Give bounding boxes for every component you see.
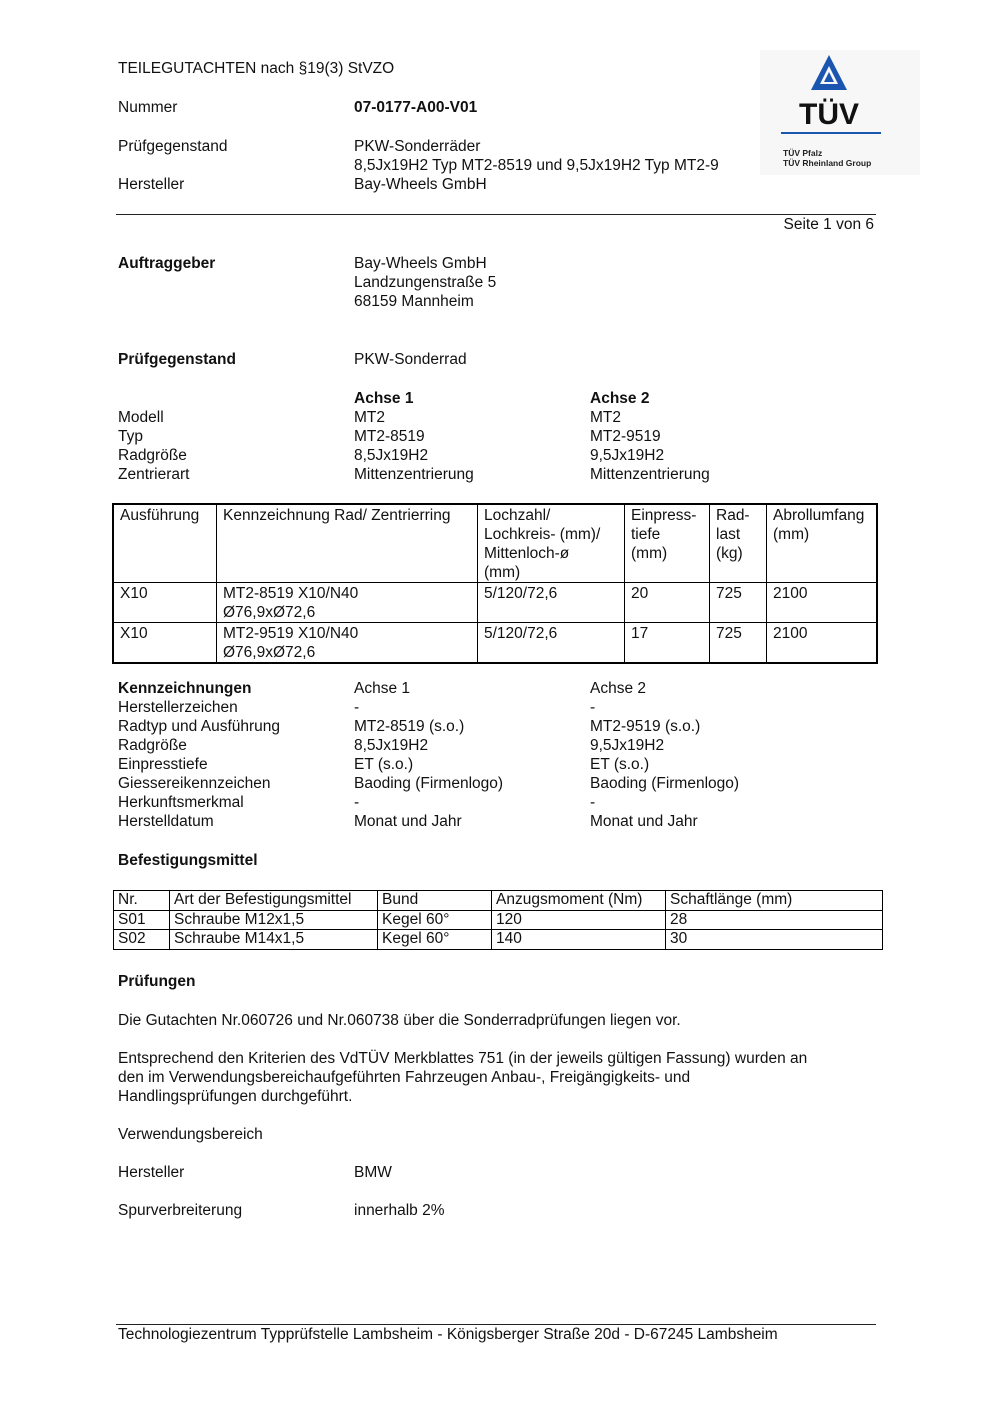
pruefungen-paragraph-2-line1: Entsprechend den Kriterien des VdTÜV Merkblattes 751 (in der jeweils gültigen Fassung) wurden an <box>118 1050 808 1067</box>
kennz-achse2: - <box>590 794 596 811</box>
header-cell: Ausführung <box>113 504 217 583</box>
kennz-achse2: - <box>590 699 596 716</box>
table-cell: 2100 <box>767 583 878 623</box>
kennz-achse1: - <box>354 699 360 716</box>
header-cell: Art der Befestigungsmittel <box>170 891 378 911</box>
table-cell: MT2-8519 X10/N40 Ø76,9xØ72,6 <box>217 583 478 623</box>
table-cell: 28 <box>666 910 883 930</box>
header-cell: Abrollumfang (mm) <box>767 504 878 583</box>
kennz-label: Radtyp und Ausführung <box>118 718 281 735</box>
auftraggeber-line2: Landzungenstraße 5 <box>354 274 497 291</box>
table-cell: 2100 <box>767 623 878 664</box>
kennz-achse2: 9,5Jx19H2 <box>590 737 665 754</box>
header-cell: Bund <box>378 891 492 911</box>
pruefungen-label: Prüfungen <box>118 973 196 990</box>
table-row <box>114 930 883 950</box>
spec-label: Typ <box>118 428 143 445</box>
pruefgegenstand-section-label: Prüfgegenstand <box>118 351 236 368</box>
table-cell: 140 <box>492 930 666 950</box>
achse2-heading: Achse 2 <box>590 390 650 407</box>
header-cell: Rad- last (kg) <box>710 504 767 583</box>
achse1-heading: Achse 1 <box>354 390 414 407</box>
nummer-label: Nummer <box>118 99 178 116</box>
table-cell: 5/120/72,6 <box>478 583 625 623</box>
header-cell: Schaftlänge (mm) <box>666 891 883 911</box>
kennz-achse2: Monat und Jahr <box>590 813 698 830</box>
verwendung-hersteller-label: Hersteller <box>118 1164 185 1181</box>
spec-label: Zentrierart <box>118 466 190 483</box>
table-row <box>114 910 883 930</box>
kennz-label: Herstellerzeichen <box>118 699 238 716</box>
header-divider <box>116 214 876 215</box>
spec-achse1: MT2-8519 <box>354 428 425 445</box>
kennz-achse1-heading: Achse 1 <box>354 680 411 697</box>
spec-achse2: MT2-9519 <box>590 428 661 445</box>
page-number: Seite 1 von 6 <box>783 216 874 233</box>
header-cell: Nr. <box>114 891 170 911</box>
kennz-label: Giessereikennzeichen <box>118 775 271 792</box>
table-cell: 120 <box>492 910 666 930</box>
hersteller-value: Bay-Wheels GmbH <box>354 176 487 193</box>
nummer-value: 07-0177-A00-V01 <box>354 99 478 116</box>
spec-achse1: 8,5Jx19H2 <box>354 447 429 464</box>
kennz-achse2: ET (s.o.) <box>590 756 650 773</box>
kennz-achse2: Baoding (Firmenlogo) <box>590 775 740 792</box>
kennz-achse2-heading: Achse 2 <box>590 680 647 697</box>
spec-achse1: MT2 <box>354 409 385 426</box>
table-cell: MT2-9519 X10/N40 Ø76,9xØ72,6 <box>217 623 478 664</box>
auftraggeber-label: Auftraggeber <box>118 255 216 272</box>
fastener-table <box>113 890 883 950</box>
kennz-label: Herkunftsmerkmal <box>118 794 244 811</box>
table-cell: Schraube M14x1,5 <box>170 930 378 950</box>
auftraggeber-line3: 68159 Mannheim <box>354 293 474 310</box>
table-cell: 17 <box>625 623 710 664</box>
tuev-triangle-icon <box>760 50 920 175</box>
kennz-achse1: Monat und Jahr <box>354 813 462 830</box>
table-header-row <box>113 504 877 583</box>
header-cell: Kennzeichnung Rad/ Zentrierring <box>217 504 478 583</box>
kennz-achse2: MT2-9519 (s.o.) <box>590 718 701 735</box>
tuev-logo <box>760 50 920 175</box>
pruefungen-paragraph-1: Die Gutachten Nr.060726 und Nr.060738 über die Sonderradprüfungen liegen vor. <box>118 1012 681 1029</box>
table-cell: X10 <box>113 623 217 664</box>
table-header-row <box>114 891 883 911</box>
table-cell: 20 <box>625 583 710 623</box>
spec-label: Radgröße <box>118 447 187 464</box>
logo-brand: TÜV <box>799 98 859 131</box>
table-cell: 725 <box>710 623 767 664</box>
table-cell: Schraube M12x1,5 <box>170 910 378 930</box>
verwendungsbereich-label: Verwendungsbereich <box>118 1126 263 1143</box>
kennz-label: Einpresstiefe <box>118 756 208 773</box>
hersteller-label: Hersteller <box>118 176 185 193</box>
kennz-achse1: - <box>354 794 360 811</box>
kennzeichnungen-label: Kennzeichnungen <box>118 680 252 697</box>
pruefgegenstand-section-value: PKW-Sonderrad <box>354 351 467 368</box>
spec-achse2: MT2 <box>590 409 621 426</box>
spec-achse2: 9,5Jx19H2 <box>590 447 665 464</box>
document-title: TEILEGUTACHTEN nach §19(3) StVZO <box>118 60 395 77</box>
header-cell: Anzugsmoment (Nm) <box>492 891 666 911</box>
footer-address: Technologiezentrum Typprüfstelle Lambsheim - Königsberger Straße 20d - D-67245 Lambsheim <box>118 1326 778 1343</box>
kennz-achse1: 8,5Jx19H2 <box>354 737 429 754</box>
spurverbreiterung-value: innerhalb 2% <box>354 1202 445 1219</box>
table-cell: 5/120/72,6 <box>478 623 625 664</box>
kennz-label: Radgröße <box>118 737 187 754</box>
logo-line2: TÜV Rheinland Group <box>783 158 872 168</box>
table-cell: 30 <box>666 930 883 950</box>
kennz-label: Herstelldatum <box>118 813 214 830</box>
table-row <box>113 583 877 623</box>
spec-label: Modell <box>118 409 164 426</box>
auftraggeber-line1: Bay-Wheels GmbH <box>354 255 487 272</box>
table-cell: Kegel 60° <box>378 930 492 950</box>
table-cell: S02 <box>114 930 170 950</box>
pruefgegenstand-label: Prüfgegenstand <box>118 138 228 155</box>
pruefgegenstand-detail: 8,5Jx19H2 Typ MT2-8519 und 9,5Jx19H2 Typ MT2-9 <box>354 157 719 174</box>
verwendung-hersteller-value: BMW <box>354 1164 392 1181</box>
table-cell: X10 <box>113 583 217 623</box>
header-cell: Einpress- tiefe (mm) <box>625 504 710 583</box>
kennz-achse1: Baoding (Firmenlogo) <box>354 775 504 792</box>
befestigung-label: Befestigungsmittel <box>118 852 258 869</box>
table-cell: S01 <box>114 910 170 930</box>
spec-achse1: Mittenzentrierung <box>354 466 474 483</box>
spec-achse2: Mittenzentrierung <box>590 466 710 483</box>
pruefungen-paragraph-2-line3: Handlingsprüfungen durchgeführt. <box>118 1088 353 1105</box>
header-cell: Lochzahl/ Lochkreis- (mm)/ Mittenloch-ø (mm) <box>478 504 625 583</box>
wheel-spec-table <box>112 503 878 664</box>
kennz-achse1: ET (s.o.) <box>354 756 414 773</box>
pruefungen-paragraph-2-line2: den im Verwendungsbereichaufgeführten Fahrzeugen Anbau-, Freigängigkeits- und <box>118 1069 691 1086</box>
pruefgegenstand-value: PKW-Sonderräder <box>354 138 481 155</box>
kennz-achse1: MT2-8519 (s.o.) <box>354 718 465 735</box>
table-cell: Kegel 60° <box>378 910 492 930</box>
table-cell: 725 <box>710 583 767 623</box>
table-row <box>113 623 877 664</box>
logo-line1: TÜV Pfalz <box>783 148 823 158</box>
spurverbreiterung-label: Spurverbreiterung <box>118 1202 243 1219</box>
